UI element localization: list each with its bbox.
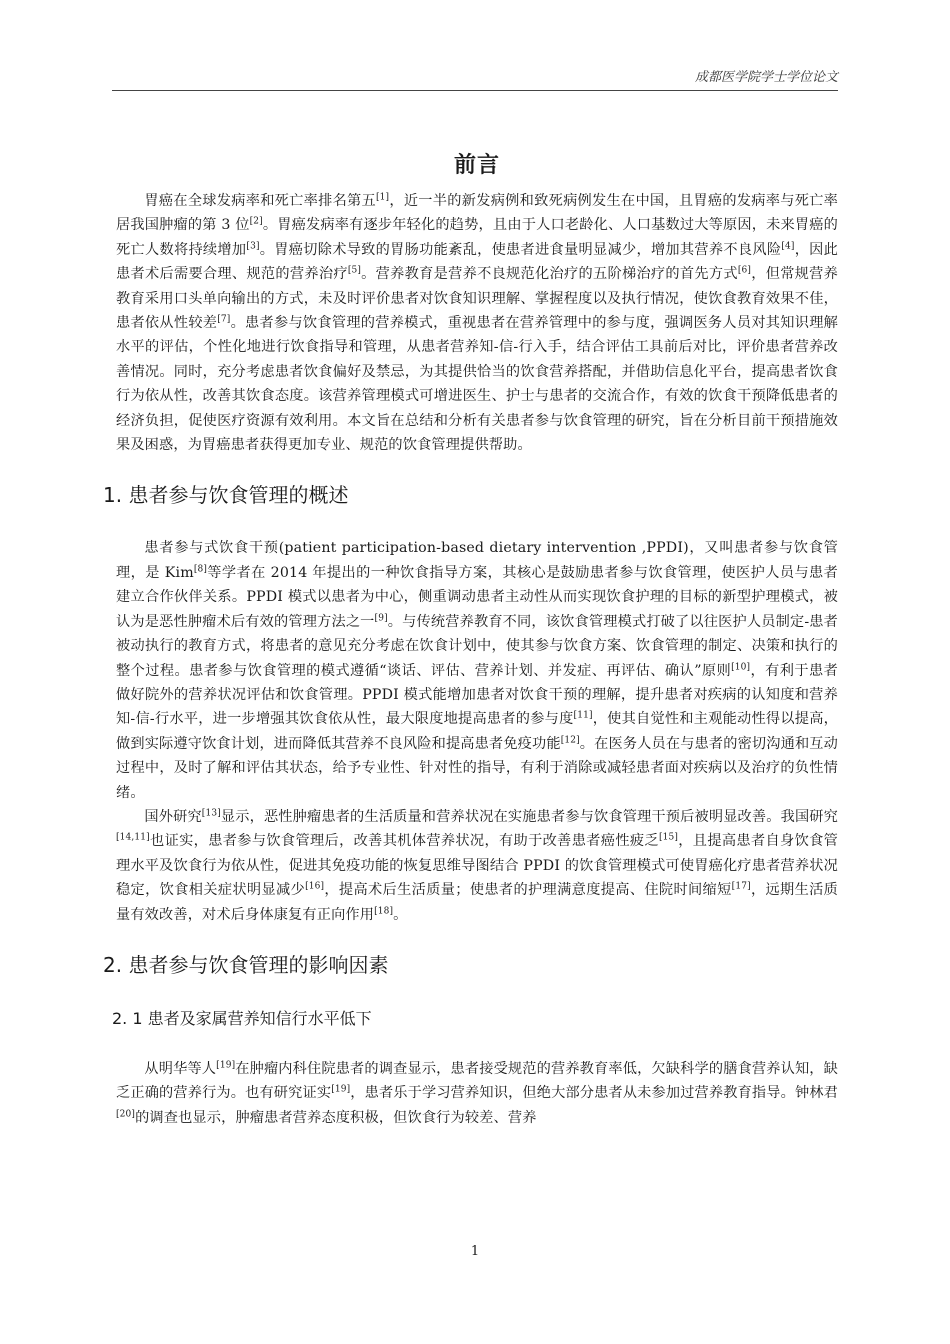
text-run: 。在医务人员在与患者的密切沟通和互动过程中，及时了解和评估其状态，给予专业性、针对性的指导，有利于消除或减轻患者面对疾病以及治疗的负性情绪。 <box>116 735 838 801</box>
text-run: 在肿瘤内科住院患者的调查显示，患者接受规范的营养教育率低，欠缺科学的膳食营养认知，缺乏正确的营养行为。也有研究证实 <box>116 1060 838 1102</box>
intro-paragraph <box>116 189 838 457</box>
text-run: ，因此患者术后需要合理、规范的营养治疗 <box>116 241 839 283</box>
text-run: 也证实，患者参与饮食管理后，改善其机体营养状况，有助于改善患者癌性疲乏 <box>149 833 659 850</box>
section-1-paragraph-2 <box>116 805 838 927</box>
citation-marker: [7] <box>217 314 231 325</box>
subsection-2-1-paragraph <box>116 1057 838 1130</box>
citation-marker: [13] <box>201 808 221 819</box>
section-title: 前言 <box>453 153 500 178</box>
text-run: ，近一半的新发病例和致死病例发生在中国，且胃癌的发病率与死亡率居我国肿瘤的第 3 位 <box>116 193 838 234</box>
citation-marker: [8] <box>193 564 208 575</box>
text-run: 患者参与式饮食干预(patient participation-based dietary intervention ,PPDI)，又叫患者参与饮食管理，是 Kim <box>116 540 838 581</box>
section-2-heading: 2. 患者参与饮食管理的影响因素 <box>103 952 389 977</box>
citation-marker: [19] <box>331 1084 351 1095</box>
document-body <box>103 148 839 1130</box>
citation-marker: [15] <box>658 832 679 843</box>
citation-marker: [3] <box>246 241 260 252</box>
text-run: ，提高术后生活质量；使患者的护理满意度提高、住院时间缩短 <box>324 882 732 899</box>
section-1-heading: 1. 患者参与饮食管理的概述 <box>103 483 349 508</box>
section-1-paragraph-1 <box>116 536 838 804</box>
text-run: ，患者乐于学习营养知识，但绝大部分患者从未参加过营养教育指导。钟林君 <box>350 1085 838 1102</box>
text-run: ，但常规营养教育采用口头单向输出的方式，未及时评价患者对饮食知识理解、掌握程度以及执行情况，使饮食教育效果不佳，患者依从性较差 <box>116 266 838 332</box>
citation-marker: [9] <box>374 612 388 623</box>
citation-marker: [20] <box>116 1109 136 1120</box>
text-run: ，使其自觉性和主观能动性得以提高，做到实际遵守饮食计划，进而降低其营养不良风险和提高患者免疫功能 <box>116 711 838 752</box>
citation-marker: [10] <box>731 661 751 672</box>
header-rule <box>112 90 838 91</box>
citation-marker: [14,11] <box>116 832 150 843</box>
text-run: 。胃癌切除术导致的胃肠功能紊乱，使患者进食量明显减少，增加其营养不良风险 <box>259 241 782 258</box>
citation-marker: [18] <box>374 905 394 916</box>
subsection-2-1-heading: 2. 1 患者及家属营养知信行水平低下 <box>112 1008 372 1028</box>
text-run: 显示，恶性肿瘤患者的生活质量和营养状况在实施患者参与饮食管理干预后被明显改善。我国研究 <box>220 808 838 825</box>
citation-marker: [12] <box>560 734 580 745</box>
citation-marker: [19] <box>216 1060 236 1071</box>
text-run: ，远期生活质量有效改善，对术后身体康复有正向作用 <box>116 882 839 923</box>
text-run: 的调查也显示，肿瘤患者营养态度积极，但饮食行为较差、营养 <box>135 1109 537 1126</box>
citation-marker: [4] <box>781 241 795 252</box>
text-run: 从明华等人 <box>144 1060 217 1077</box>
text-run: ，有利于患者做好院外的营养状况评估和饮食管理。PPDI 模式能增加患者对饮食干预的理解，提升患者对疾病的认知度和营养知-信-行水平，进一步增强其饮食依从性，最大限度地提高患者的参与度 <box>116 662 838 728</box>
citation-marker: [17] <box>731 881 751 892</box>
citation-marker: [16] <box>305 881 325 892</box>
text-run: 。营养教育是营养不良规范化治疗的五阶梯治疗的首先方式 <box>361 266 738 283</box>
text-run: ，且提高患者自身饮食管理水平及饮食行为依从性，促进其免疫功能的恢复思维导图结合 PPDI 的饮食管理模式可使胃癌化疗患者营养状况稳定，饮食相关症状明显减少 <box>116 833 838 899</box>
text-run: 。胃癌发病率有逐步年轻化的趋势，且由于人口老龄化、人口基数过大等原因，未来胃癌的死亡人数将持续增加 <box>116 217 838 258</box>
citation-marker: [11] <box>573 710 593 721</box>
citation-marker: [1] <box>376 192 390 203</box>
running-header: 成都医学院学士学位论文 <box>694 70 838 85</box>
text-run: 胃癌在全球发病率和死亡率排名第五 <box>144 193 377 209</box>
citation-marker: [6] <box>737 265 752 276</box>
citation-marker: [2] <box>249 216 263 227</box>
citation-marker: [5] <box>347 265 362 276</box>
page-number: 1 <box>470 1244 480 1259</box>
text-run: 。 <box>393 906 408 923</box>
text-run: 等学者在 2014 年提出的一种饮食指导方案，其核心是鼓励患者参与饮食管理，使医护人员与患者建立合作伙伴关系。PPDI 模式以患者为中心，侧重调动患者主动性从而实现饮食护理的目标的新型护理模式，被认为是恶性肿瘤术后有效的管理方法之一 <box>116 564 838 630</box>
text-run: 国外研究 <box>144 808 202 825</box>
text-run: 。患者参与饮食管理的营养模式，重视患者在营养管理中的参与度，强调医务人员对其知识理解水平的评估，个性化地进行饮食指导和管理，从患者营养知-信-行入手，结合评估工具前后对比，评价患者营养改善情况。同时，充分考虑患者饮食偏好及禁忌，为其提供恰当的饮食营养搭配，并借助信息化平台，提高患者饮食行为依从性，改善其饮食态度。该营养管理模式可增进医生、护士与患者的交流合作，有效的饮食干预降低患者的经济负担，促使医疗资源有效利用。本文旨在总结和分析有关患者参与饮食管理的研究，旨在分析目前干预措施效果及困惑，为胃癌患者获得更加专业、规范的饮食管理提供帮助。 <box>116 315 838 454</box>
text-run: 。与传统营养教育不同，该饮食管理模式打破了以往医护人员制定-患者被动执行的教育方式，将患者的意见充分考虑在饮食计划中，使其参与饮食方案、饮食管理的制定、决策和执行的整个过程。患者参与饮食管理的模式遵循“谈话、评估、营养计划、并发症、再评估、确认”原则 <box>116 613 838 679</box>
